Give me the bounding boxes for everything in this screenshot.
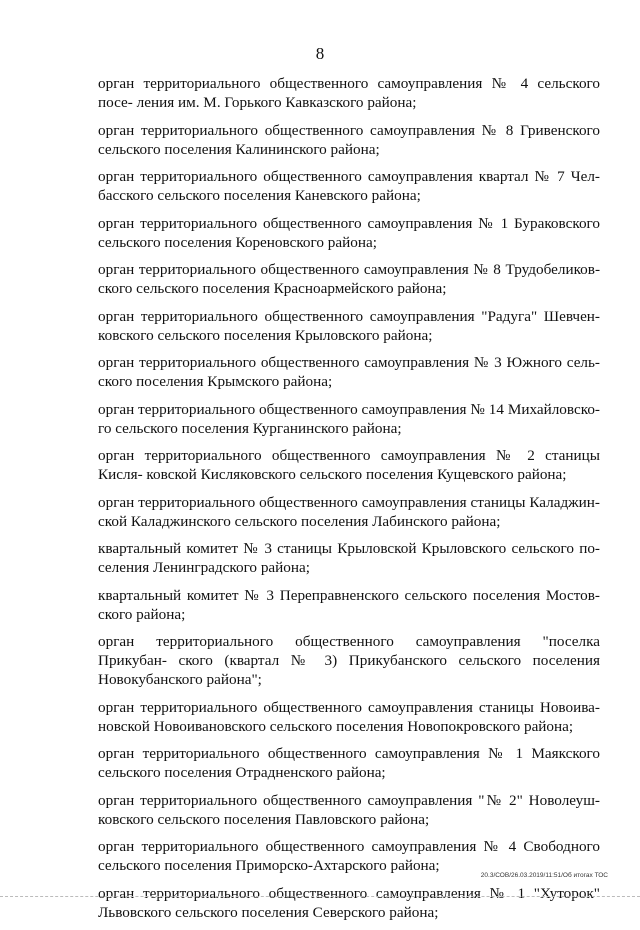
list-item: орган территориального общественного самоуправления № 2 станицы Кисля- ковской Кисляковского сельского поселения Кущевского района; xyxy=(98,447,600,483)
footer-document-code: 20.3/СОВ/26.03.2019/11:51/Об итогах ТОС xyxy=(480,872,608,879)
list-item: орган территориального общественного самоуправления № 8 Гривенского сельского поселения Калининского района; xyxy=(98,121,600,158)
list-item: орган территориального общественного самоуправления № 8 Трудобеликов- ского сельского поселения Красноармейского района; xyxy=(98,261,600,297)
list-item: орган территориального общественного самоуправления № 4 Свободного сельского поселения Приморско-Ахтарского района; xyxy=(98,838,600,874)
list-item: орган территориального общественного самоуправления станицы Каладжин- ской Каладжинского сельского поселения Лабинского района; xyxy=(98,493,600,530)
list-item: квартальный комитет № 3 Переправненского сельского поселения Мостов- ского района; xyxy=(98,586,600,623)
list-item: орган территориального общественного самоуправления № 4 сельского посе- ления им. М. Горького Кавказского района; xyxy=(98,75,600,111)
list-item: орган территориального общественного самоуправления "Радуга" Шевчен- ковского сельского поселения Крыловского района; xyxy=(98,307,600,344)
list-item: орган территориального общественного самоуправления "№ 2" Новолеуш- ковского сельского поселения Павловского района; xyxy=(98,791,600,828)
page-number: 8 xyxy=(315,44,325,63)
document-body xyxy=(98,74,600,930)
list-item: орган территориального общественного самоуправления квартал № 7 Чел- басского сельского поселения Каневского района; xyxy=(98,168,600,204)
list-item: орган территориального общественного самоуправления № 1 Маякского сельского поселения Отрадненского района; xyxy=(98,745,600,781)
list-item: орган территориального общественного самоуправления № 1 Бураковского сельского поселения Кореновского района; xyxy=(98,214,600,251)
list-item: орган территориального общественного самоуправления № 1 "Хуторок" Львовского сельского поселения Северского района; xyxy=(98,884,600,921)
list-item: орган территориального общественного самоуправления № 3 Южного сель- ского поселения Крымского района; xyxy=(98,354,600,390)
list-item: квартальный комитет № 3 станицы Крыловской Крыловского сельского по- селения Ленинградского района; xyxy=(98,540,600,576)
list-item: орган территориального общественного самоуправления "поселка Прикубан- ского (квартал № 3) Прикубанского сельского поселения Новокубанского района"; xyxy=(98,633,600,688)
list-item: орган территориального общественного самоуправления станицы Новоива- новской Новоивановского сельского поселения Новопокровского района; xyxy=(98,698,600,735)
list-item: орган территориального общественного самоуправления № 14 Михайловско- го сельского поселения Курганинского района; xyxy=(98,400,600,437)
bottom-divider xyxy=(0,896,640,897)
